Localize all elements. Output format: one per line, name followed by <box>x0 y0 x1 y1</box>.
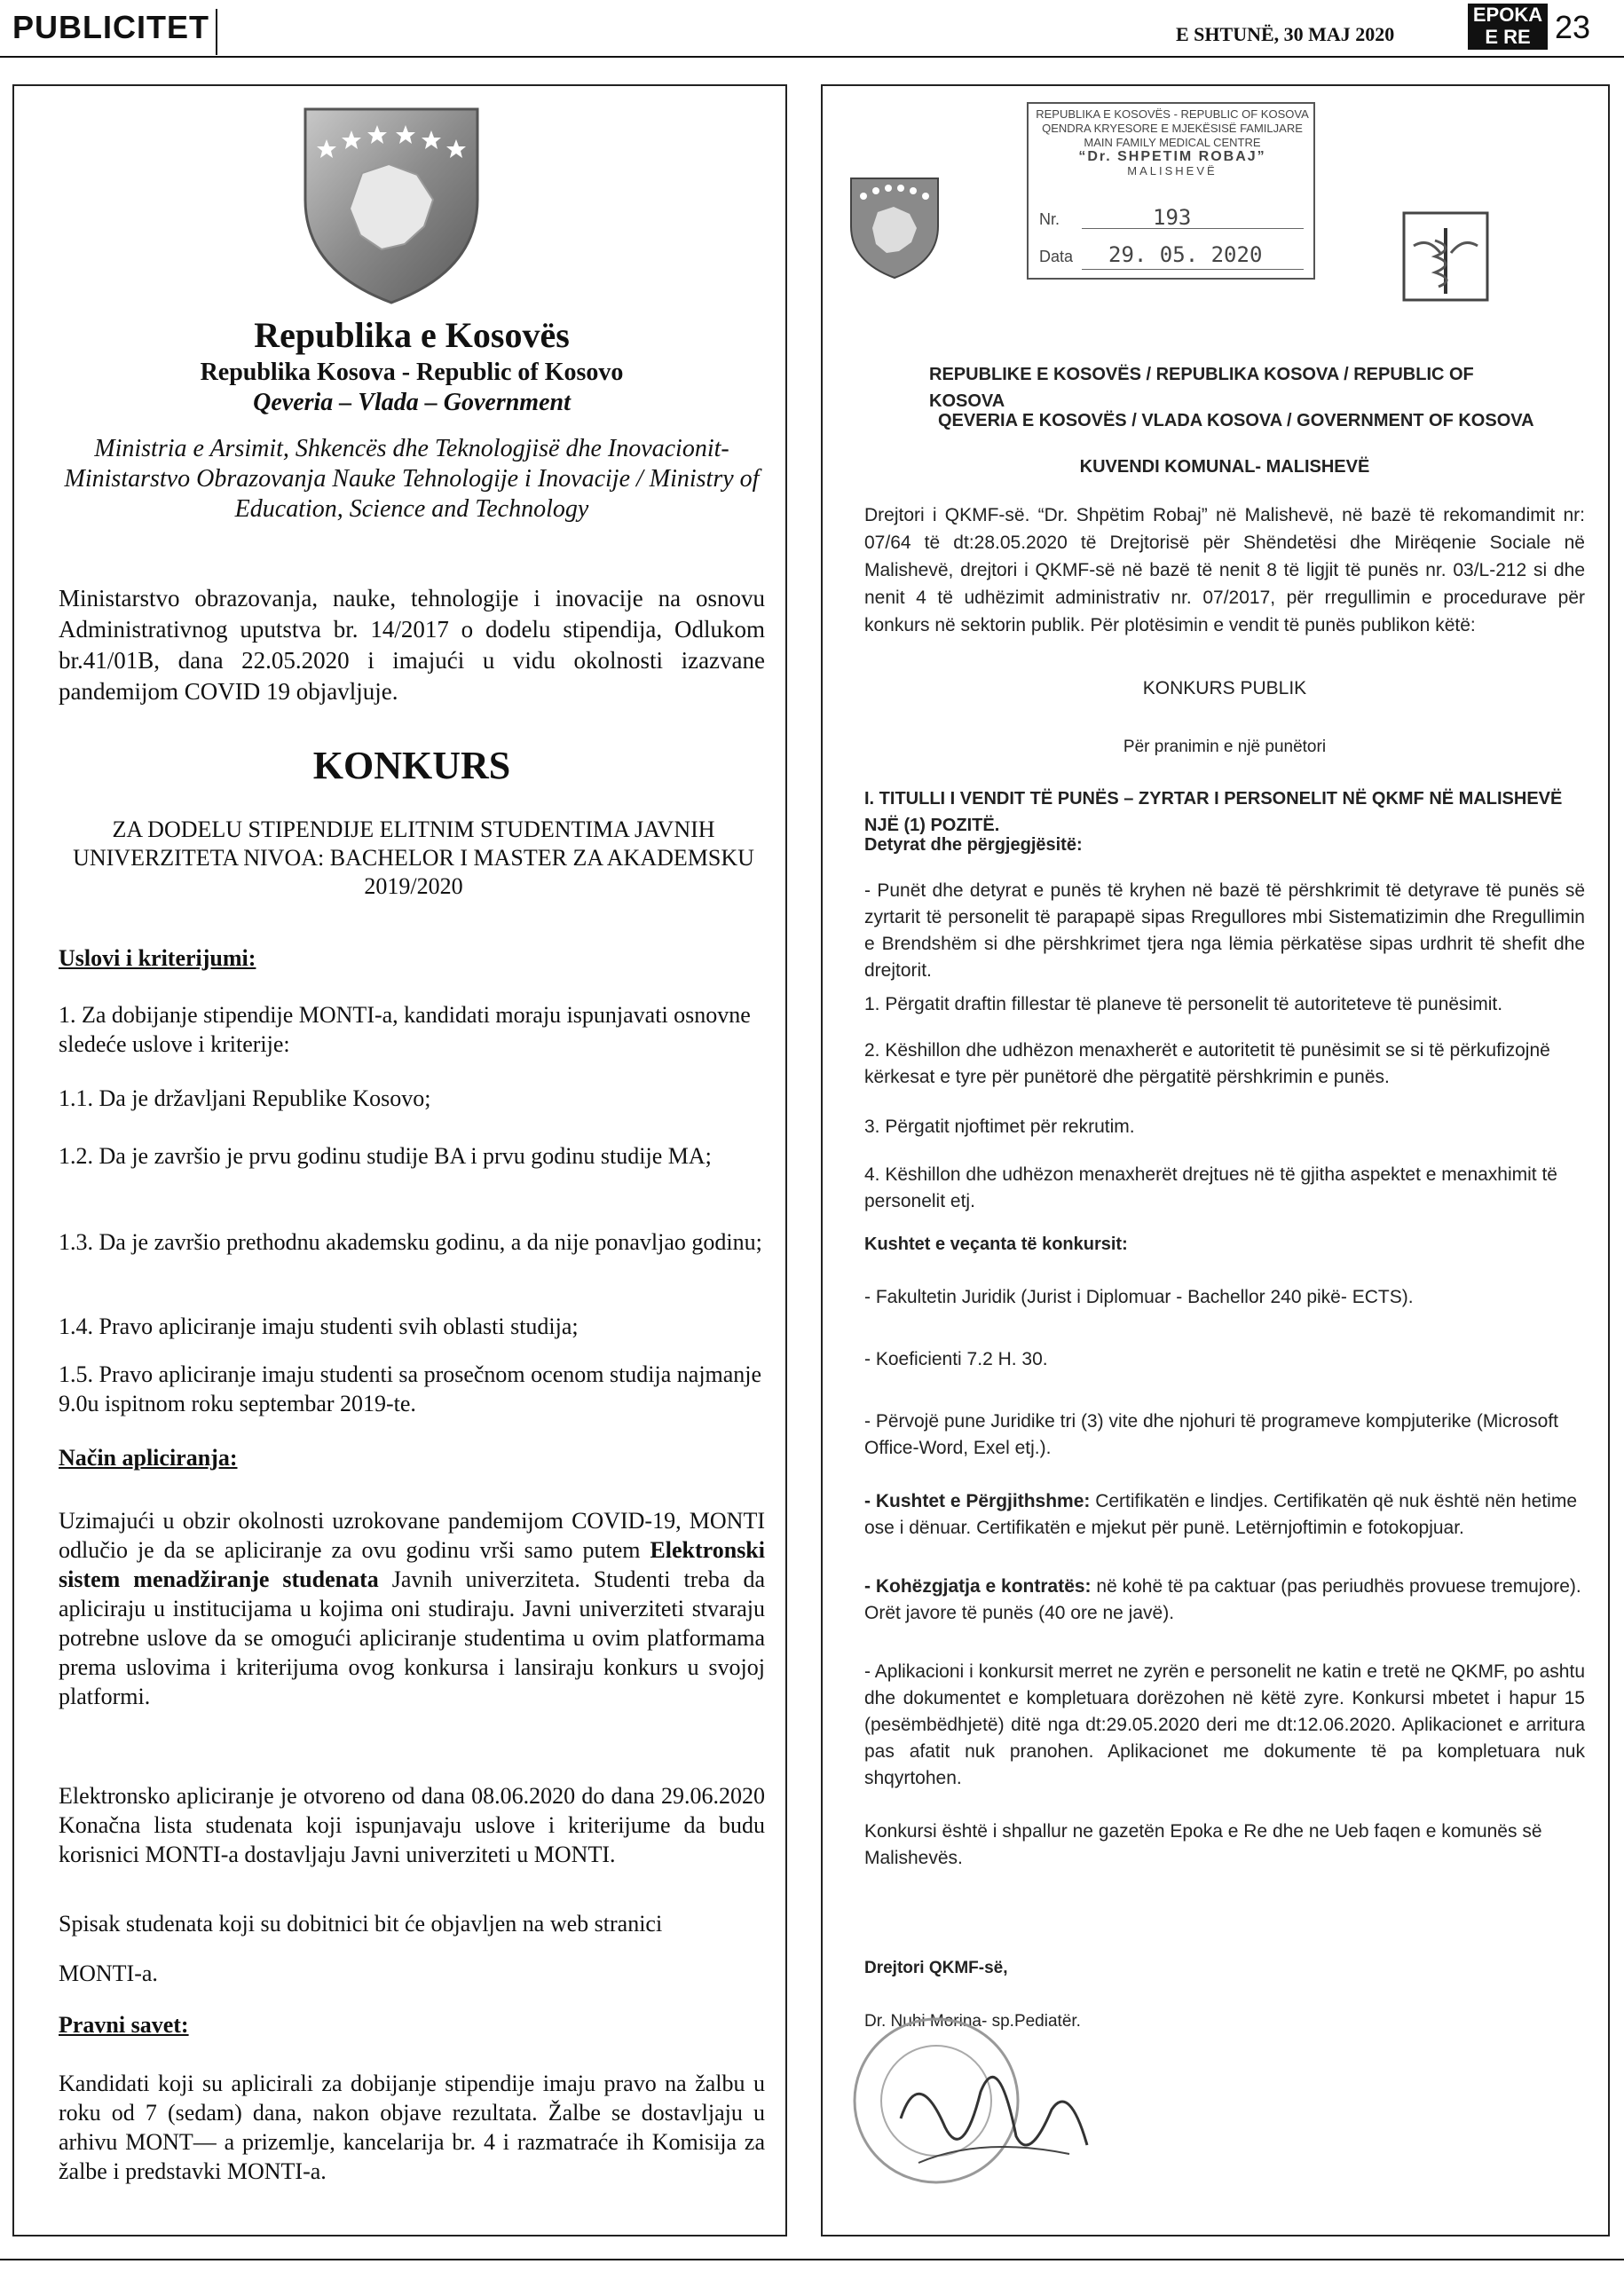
doc-general-label: - Kushtet e Përgjithshme: <box>864 1491 1091 1511</box>
doc-special-3: - Përvojë pune Juridike tri (3) vite dhe njohuri të programeve kompjuterike (Microsoft Office-Word, Exel etj.). <box>864 1411 1558 1458</box>
doc-special-heading: Kushtet e veçanta të konkursit: <box>864 1235 1128 1254</box>
doc-special-2: - Koeficienti 7.2 H. 30. <box>864 1349 1048 1369</box>
konkurs-title: KONKURS <box>312 744 511 787</box>
apply-text-b: Javnih univerziteta. Studenti treba da apliciraju u institucijama u kojima oni studiraju. Javni univerziteti stvaraju potrebne uslove da se omogući apliciranje studentima u ovim platformama prema uslovima i kriterijuma ovog konkursa i lansiraju konkurs u svojoj platformi. <box>59 1566 765 1709</box>
newspaper-logo <box>1468 4 1548 50</box>
doc-header-1: REPUBLIKE E KOSOVËS / REPUBLIKA KOSOVA / REPUBLIC OF KOSOVA <box>929 365 1474 411</box>
doc-duty-1: 1. Përgatit draftin fillestar të planeve të personelit të autoriteteve të punësimit. <box>864 994 1503 1014</box>
footer-rule <box>0 2259 1624 2260</box>
apply-text-a: Uzimajući u obzir okolnosti uzrokovane pandemijom COVID-19, MONTI odlučio je da se apliciranje za ovu godinu vrši samo putem <box>59 1508 765 1563</box>
apply-paragraph-2: Elektronsko apliciranje je otvoreno od dana 08.06.2020 do dana 29.06.2020 Konačna lista studenata koji ispunjavaju uslove i kriterijume da budu korisnici MONTI-a dostavljaju Javni univerziteti u MONTI. <box>59 1783 765 1867</box>
header-rule <box>0 56 1624 58</box>
stamp-date-label: Data <box>1039 248 1074 265</box>
apply-heading: Način apliciranja: <box>59 1445 238 1471</box>
doc-konkurs-title: KONKURS PUBLIK <box>1142 678 1307 698</box>
logo-line-1: EPOKA <box>1472 4 1543 26</box>
condition-1: 1. Za dobijanje stipendije MONTI-a, kandidati moraju ispunjavati osnovne sledeće uslove i kriterije: <box>59 1002 751 1057</box>
doc-application-info: - Aplikacioni i konkursit merret ne zyrën e personelit ne katin e tretë ne QKMF, po ashtu dhe dokumentet e kompletuara dorëzohen në këtë zyre. Konkursi mbetet i hapur 15 (pesëmbëdhjetë) ditë nga dt:29.05.2020 deri me dt:12.06.2020. Aplikacionet e arritura pas afatit nuk pranohen. Aplikacionet me dokumente të pa kompletuara nuk shqyrtohen. <box>864 1661 1585 1788</box>
stamp-line-5: MALISHEVË <box>1127 164 1218 178</box>
doc-intro: Drejtori i QKMF-së. “Dr. Shpëtim Robaj” në Malishevë, në bazë të rekomandimit nr: 07/64 të dt:28.05.2020 të Drejtorisë për Shëndetësi dhe Mirëqenie Sociale në Malishevë, drejtori i QKMF-së në bazë të nenit 8 të ligjit të punës nr. 03/L-212 si dhe nenit 4 të udhëzimit administrativ nr. 07/2017, për rregullimin e procedurave për konkurs në sektorin publik. Për plotësimin e vendit të punës publikon këtë: <box>864 505 1585 635</box>
stamp-nr-value: 193 <box>1153 205 1192 230</box>
kosovo-coat-of-arms-icon <box>300 102 483 306</box>
right-advertisement <box>821 84 1610 2236</box>
section-title: PUBLICITET <box>12 9 209 45</box>
issue-date: E SHTUNË, 30 MAJ 2020 <box>1176 23 1395 45</box>
republic-subtitle: Republika Kosova - Republic of Kosovo <box>200 359 624 386</box>
apply-text-bold: Elektronski sistem menadžiranje studenata <box>59 1537 765 1592</box>
doc-duration-label: - Kohëzgjatja e kontratës: <box>864 1576 1092 1597</box>
medical-centre-logo-icon <box>1401 210 1490 303</box>
apply-paragraph-3: Spisak studenata koji su dobitnici bit će objavljen na web stranici <box>59 1911 663 1937</box>
doc-duties-heading: Detyrat dhe përgjegjësitë: <box>864 835 1083 855</box>
doc-contract-duration <box>864 1574 1585 1627</box>
doc-duty-4: 4. Këshillon dhe udhëzon menaxherët drejtues në të gjitha aspektet e menaxhimit të personelit etj. <box>864 1164 1557 1211</box>
apply-paragraph-3-end: MONTI-a. <box>59 1960 158 1986</box>
condition-1-2: 1.2. Da je završio je prvu godinu studije BA i prvu godinu studije MA; <box>59 1143 712 1169</box>
apply-paragraph-1 <box>59 1506 765 1711</box>
registration-stamp <box>1027 102 1315 280</box>
left-advertisement <box>12 84 787 2236</box>
page-number: 23 <box>1555 9 1591 45</box>
legal-heading: Pravni savet: <box>59 2012 189 2038</box>
stamp-line-2: QENDRA KRYESORE E MJEKËSISË FAMILJARE <box>1042 122 1303 135</box>
doc-header-3: KUVENDI KOMUNAL- MALISHEVË <box>1079 457 1370 477</box>
header-separator <box>216 9 217 55</box>
intro-paragraph: Ministarstvo obrazovanja, nauke, tehnologije i inovacije na osnovu Administrativnog uputstva br. 14/2017 o dodelu stipendija, Odlukom br.41/01B, dana 22.05.2020 i imajući u vidu okolnosti izazvane pandemijom COVID 19 objavljuje. <box>59 585 765 705</box>
doc-header-2: QEVERIA E KOSOVËS / VLADA KOSOVA / GOVERNMENT OF KOSOVA <box>938 411 1534 430</box>
doc-general-text: Certifikatën e lindjes. Certifikatën që nuk është nën hetime ose i dënuar. Certifikatën e mjekut për punë. Letërnjoftimin e fotokopjuar. <box>864 1491 1578 1538</box>
doc-general-conditions <box>864 1488 1585 1542</box>
doc-konkurs-subtitle: Për pranimin e një punëtori <box>1123 738 1327 756</box>
doc-signoff-name: Dr. Nuhi Morina- sp.Pediatër. <box>864 2012 1081 2031</box>
condition-1-4: 1.4. Pravo apliciranje imaju studenti svih oblasti studija; <box>59 1314 579 1339</box>
doc-special-1: - Fakultetin Juridik (Jurist i Diplomuar - Bachellor 240 pikë- ECTS). <box>864 1287 1414 1307</box>
doc-published-note: Konkursi është i shpallur ne gazetën Epoka e Re dhe ne Ueb faqen e komunës së Malishevës. <box>864 1821 1542 1868</box>
government-line: Qeveria – Vlada – Government <box>253 389 571 416</box>
stamp-line-4: “Dr. SHPETIM ROBAJ” <box>1078 149 1266 164</box>
stamp-nr-label: Nr. <box>1039 210 1060 228</box>
condition-1-1: 1.1. Da je državljani Republike Kosovo; <box>59 1085 431 1111</box>
logo-line-2: E RE <box>1485 26 1531 48</box>
doc-duty-3: 3. Përgatit njoftimet për rekrutim. <box>864 1116 1135 1137</box>
conditions-heading: Uslovi i kriterijumi: <box>59 945 256 971</box>
konkurs-subtitle: ZA DODELU STIPENDIJE ELITNIM STUDENTIMA JAVNIH UNIVERZITETA NIVOA: BACHELOR I MASTER ZA AKADEMSKU 2019/2020 <box>73 816 754 899</box>
stamp-date-value: 29. 05. 2020 <box>1108 242 1263 267</box>
condition-1-5: 1.5. Pravo apliciranje imaju studenti sa prosečnom ocenom studija najmanje 9.0u ispitnom roku septembar 2019-te. <box>59 1361 762 1416</box>
legal-paragraph: Kandidati koji su aplicirali za dobijanje stipendije imaju pravo na žalbu u roku od 7 (sedam) dana, nakon objave rezultata. Žalbe se dostavljaju u arhivu MONT— a prizemlje, kancelarija br. 4 i razmatraće ih Komisija za žalbe i predstavki MONTI-a. <box>59 2071 765 2184</box>
ministry-name: Ministria e Arsimit, Shkencës dhe Teknologjisë dhe Inovacionit-Ministarstvo Obrazovanja Nauke Tehnologije i Inovacije / Ministry of Education, Science and Technology <box>64 435 760 523</box>
republic-title: Republika e Kosovës <box>254 315 570 355</box>
doc-duties-intro: - Punët dhe detyrat e punës të kryhen në bazë të përshkrimit të detyrave të punës së zyrtarit të personelit të parapарë sipas Rregullores mbi Sistematizimin dhe Rregullimin e Brendshëm si dhe përshkrimet tjera nga lëmia përkatëse sipas urdhrit të shefit dhe drejtorit. <box>864 880 1585 981</box>
official-seal-and-signature-icon <box>847 1985 1105 2198</box>
doc-duty-2: 2. Këshillon dhe udhëzon menaxherët e autoritetit të punësimit se si të përkufizojnë kërkesat e tyre për punëtorë dhe përgatitë përshkrimin e punës. <box>864 1040 1550 1087</box>
stamp-line-3: MAIN FAMILY MEDICAL CENTRE <box>1084 136 1261 149</box>
condition-1-3: 1.3. Da je završio prethodnu akademsku godinu, a da nije ponavljao godinu; <box>59 1229 762 1255</box>
doc-position-title: I. TITULLI I VENDIT TË PUNËS – ZYRTAR I PERSONELIT NË QKMF NË MALISHEVË NJË (1) POZITË. <box>864 789 1563 835</box>
doc-signoff-title: Drejtori QKMF-së, <box>864 1959 1008 1977</box>
stamp-line-1: REPUBLIKA E KOSOVËS - REPUBLIC OF KOSOVA <box>1036 107 1309 121</box>
kosovo-coat-of-arms-icon <box>847 175 942 281</box>
doc-duration-text: në kohë të pa caktuar (pas periudhës provuese tremujore). Orët javore të punës (40 ore ne javë). <box>864 1576 1581 1623</box>
